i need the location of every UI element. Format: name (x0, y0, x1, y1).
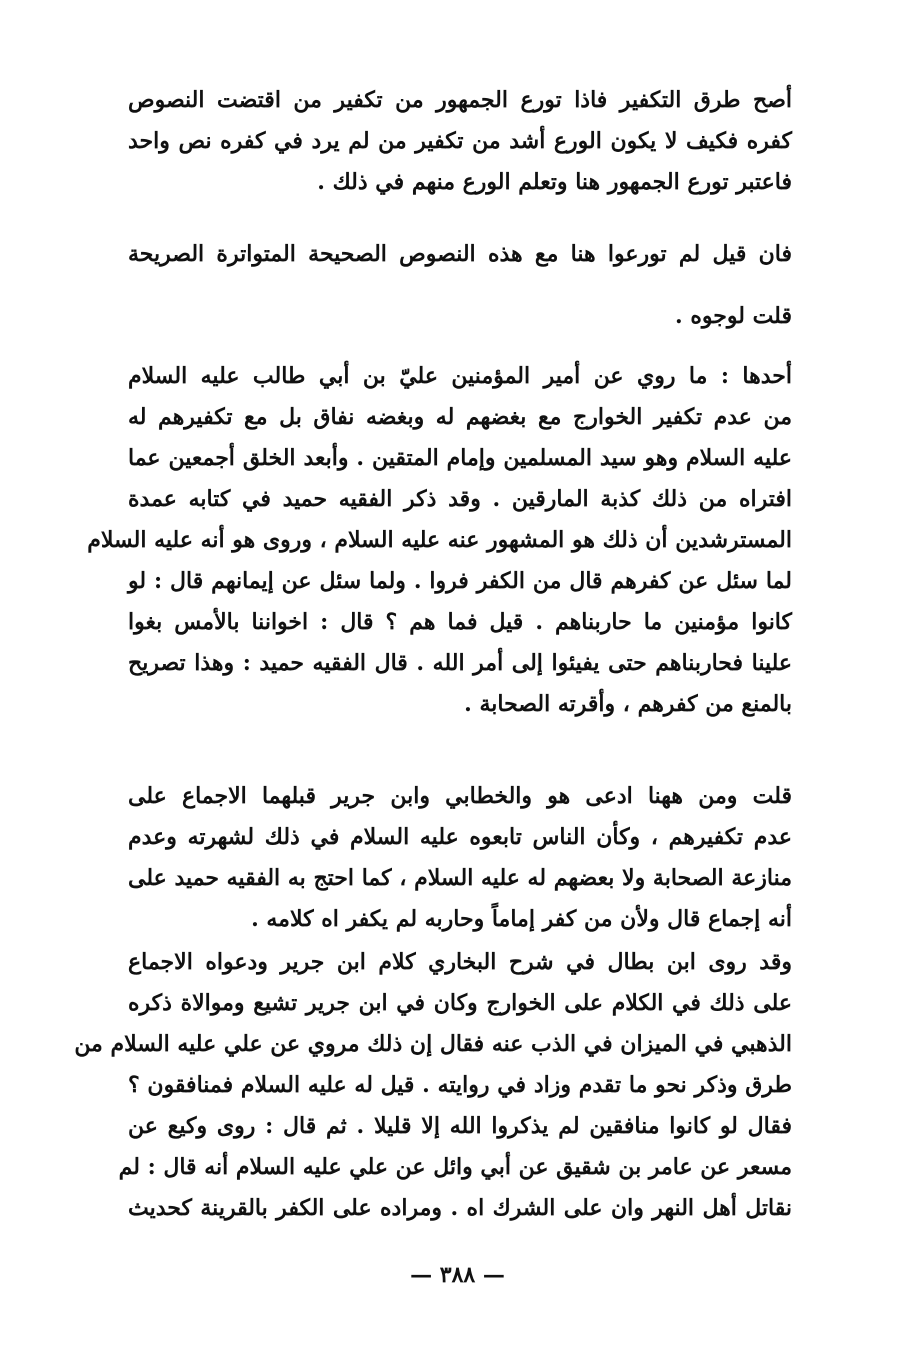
text-line: قلت ومن ههنا ادعى هو والخطابي وابن جرير قبلهما الاجماع على (128, 783, 792, 809)
text-line: لما سئل عن كفرهم قال من الكفر فروا . ولما سئل عن إيمانهم قال : لو (128, 568, 792, 594)
text-line: فاعتبر تورع الجمهور هنا وتعلم الورع منهم في ذلك . (317, 169, 792, 195)
text-line: عدم تكفيرهم ، وكأن الناس تابعوه عليه السلام في ذلك لشهرته وعدم (128, 824, 792, 850)
text-line: قلت لوجوه . (675, 303, 792, 329)
text-line: علينا فحاربناهم حتى يفيئوا إلى أمر الله . قال الفقيه حميد : وهذا تصريح (128, 650, 792, 676)
paragraph-2 (128, 234, 792, 275)
text-line: على ذلك في الكلام على الخوارج وكان في ابن جرير تشيع وموالاة ذكره (128, 990, 792, 1016)
text-line: من عدم تكفير الخوارج مع بغضهم له وبغضه نفاق بل مع تكفيرهم له (128, 404, 792, 430)
text-line: افتراه من ذلك كذبة المارقين . وقد ذكر الفقيه حميد في كتابه عمدة (128, 486, 792, 512)
paragraph-3 (128, 296, 792, 337)
text-line: فقال لو كانوا منافقين لم يذكروا الله إلا قليلا . ثم قال : روى وكيع عن (128, 1113, 792, 1139)
text-line: أصح طرق التكفير فاذا تورع الجمهور من تكفير من اقتضت النصوص (128, 87, 792, 113)
text-line: المسترشدين أن ذلك هو المشهور عنه عليه السلام ، وروى هو أنه عليه السلام (87, 527, 792, 553)
text-line: طرق وذكر نحو ما تقدم وزاد في روايته . قيل له عليه السلام فمنافقون ؟ (128, 1072, 792, 1098)
text-line: مسعر عن عامر بن شقيق عن أبي وائل عن علي عليه السلام أنه قال : لم (118, 1154, 792, 1180)
text-line: عليه السلام وهو سيد المسلمين وإمام المتقين . وأبعد الخلق أجمعين عما (128, 445, 792, 471)
text-line: وقد روى ابن بطال في شرح البخاري كلام ابن جرير ودعواه الاجماع (128, 949, 792, 975)
text-line: أحدها : ما روي عن أمير المؤمنين عليّ بن أبي طالب عليه السلام (128, 363, 792, 389)
text-line: فان قيل لم تورعوا هنا مع هذه النصوص الصحيحة المتواترة الصريحة (128, 241, 792, 267)
page-number: — ٣٨٨ — (410, 1262, 505, 1288)
text-line: بالمنع من كفرهم ، وأقرته الصحابة . (464, 691, 792, 717)
text-line: نقاتل أهل النهر وان على الشرك اه . ومراده على الكفر بالقرينة كحديث (128, 1195, 792, 1221)
text-line: أنه إجماع قال ولأن من كفر إماماً وحاربه لم يكفر اه كلامه . (251, 906, 792, 932)
paragraph-1 (128, 80, 792, 203)
text-line: كانوا مؤمنين ما حاربناهم . قيل فما هم ؟ قال : اخواننا بالأمس بغوا (128, 609, 792, 635)
text-line: منازعة الصحابة ولا بعضهم له عليه السلام ، كما احتج به الفقيه حميد على (128, 865, 792, 891)
text-line: الذهبي في الميزان في الذب عنه فقال إن ذلك مروي عن علي عليه السلام من (74, 1031, 792, 1057)
paragraph-5 (128, 776, 792, 940)
paragraph-6 (74, 942, 792, 1229)
paragraph-4 (87, 356, 792, 725)
text-line: كفره فكيف لا يكون الورع أشد من تكفير من لم يرد في كفره نص واحد (128, 128, 792, 154)
